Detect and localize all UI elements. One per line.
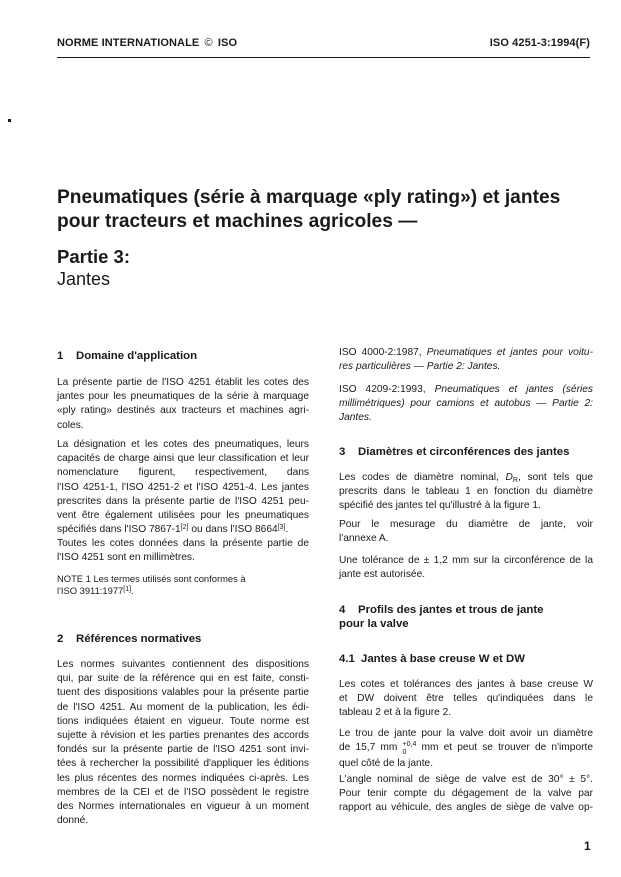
reference-iso-4000-2: ISO 4000-2:1987, Pneumatiques et jantes pour voitu- res particulières — Partie 2: Jantes. — [339, 347, 593, 373]
section-4-1-heading: 4.1 Jantes à base creuse W et DW — [339, 653, 525, 665]
section-1-paragraph-2: La désignation et les cotes des pneumatiques, leurs capacités de charge ainsi que leur classification et leur nomenclature figurent, respectivement, dans l'ISO 4251-1, l'ISO 4251-2 et l'ISO 4251-4. Les jantes prescrites dans la présente partie de l'ISO 4251 peu- vent être également utilisées pour les pneumatiques spécifiés dans l'ISO 7867-1[2] ou dans l'ISO 8664[3]. — [57, 439, 309, 536]
title-line-1: Pneumatiques (série à marquage «ply rating») et jantes — [57, 187, 561, 208]
section-4-1-paragraph-3: L'angle nominal de siège de valve est de 30° ± 5°. Pour tenir compte du dégagement de la valve par rapport au véhicule, des angles de siège de valve op- — [339, 774, 593, 814]
citation-1: [1] — [123, 586, 132, 594]
section-3-paragraph-2: Pour le mesurage du diamètre de jante, voir l'annexe A. — [339, 519, 593, 545]
header-standard-type: NORME INTERNATIONALE — [57, 37, 200, 49]
title-line-2: pour tracteurs et machines agricoles — — [57, 211, 418, 232]
tolerance-stack: +0,4 0 — [402, 741, 417, 757]
margin-mark — [8, 119, 11, 122]
reference-iso-4209-2: ISO 4209-2:1993, Pneumatiques et jantes (séries millimétriques) pour camions et autobus — Partie 2: Jantes. — [339, 384, 593, 424]
section-3-heading: 3 Diamètres et circonférences des jantes — [339, 446, 570, 458]
section-2-paragraph: Les normes suivantes contiennent des dispositions qui, par suite de la référence qui en est faite, consti- tuent des dispositions valables pour la présente partie de l'ISO 4251. Au moment de la publication, les édi- tions indiquées étaient en vigueur. Toute norme est sujette à révision et les parties prenantes des accords fondés sur la présente partie de l'ISO 4251 sont invi- tées à rechercher la possibilité d'appliquer les éditions les plus récentes des normes indiquées ci-après. Les membres de la CEI et de l'ISO possèdent le registre des Normes internationales en vigueur à un moment donné. — [57, 659, 309, 827]
section-4-1-paragraph-2: Le trou de jante pour la valve doit avoir un diamètre de 15,7 mm +0,4 0 mm et peut se trouver de n'importe quel côté de la jante. — [339, 728, 593, 770]
section-1-heading: 1 Domaine d'application — [57, 350, 198, 362]
section-2-heading: 2 Références normatives — [57, 633, 202, 645]
header-rule — [57, 57, 590, 58]
section-1-paragraph-1: La présente partie de l'ISO 4251 établit les cotes des jantes pour les pneumatiques de la série à marquage «ply rating» destinés aux tracteurs et machines agri- coles. — [57, 377, 309, 431]
section-1-paragraph-3: Toutes les cotes données dans la présente partie de l'ISO 4251 sont en millimètres. — [57, 538, 309, 564]
copyright-icon: © — [204, 37, 213, 49]
page-number: 1 — [584, 839, 591, 853]
citation-2: [2] — [180, 524, 189, 532]
section-3-paragraph-1: Les codes de diamètre nominal, $D_R$, sont tels que prescrits dans le tableau 1 en fonction du diamètre spécifié des jantes tel qu'illustré à la figure 1. — [339, 472, 593, 512]
note-1: NOTE 1 Les termes utilisés sont conformes à l'ISO 3911:1977[1]. — [57, 573, 246, 597]
citation-3: [3] — [277, 524, 286, 532]
part-number: Partie 3: — [57, 246, 131, 267]
section-4-heading: 4 Profils des jantes et trous de jante pour la valve — [339, 604, 544, 631]
section-3-paragraph-3: Une tolérance de ± 1,2 mm sur la circonférence de la jante est autorisée. — [339, 555, 593, 581]
header-standard-number: ISO 4251-3:1994(F) — [489, 37, 590, 49]
part-name: Jantes — [57, 269, 111, 289]
header-left — [57, 37, 237, 49]
page-header — [57, 37, 590, 49]
section-4-1-paragraph-1: Les cotes et tolérances des jantes à base creuse W et DW doivent être telles qu'indiquées dans le tableau 2 et à la figure 2. — [339, 679, 593, 719]
header-org: ISO — [217, 37, 238, 49]
document-title — [57, 186, 597, 234]
